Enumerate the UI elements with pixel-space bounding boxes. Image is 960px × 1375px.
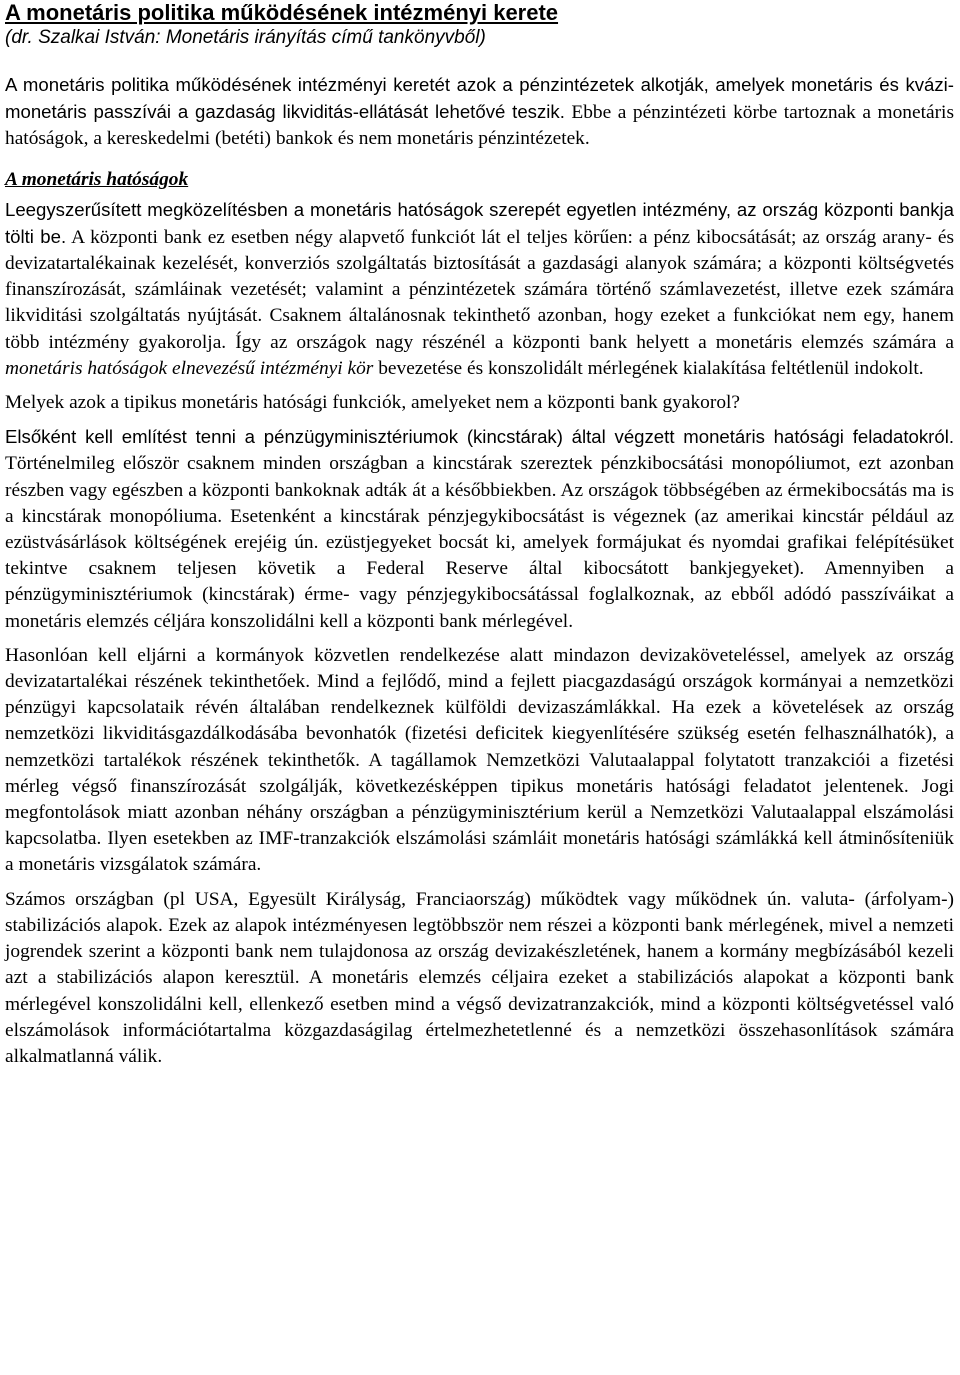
intro-text-sans: A monetáris politika működésének intézményi keretét azok a pénzintézetek alkotják, amelyek monetáris és kvázi-monetáris passzívái a gazdaság likviditás-ellátását lehetővé teszik.: [5, 74, 954, 123]
paragraph-government-reserves: Hasonlóan kell eljárni a kormányok közvetlen rendelkezése alatt mindazon devizaköveteléssel, amelyek az ország devizatartalékai részének tekinthetőek. Mind a fejlődő, mind a fejlett piacgazdaságú országok kormányai a nemzetközi pénzügyi kapcsolataik révén általában rendelkeznek külföldi devizaszámlákkal. Ha ezek a követelések az ország nemzetközi likviditásgazdálkodásába bevonhatók (fizetési deficitek kiegyenlítésére szükség esetén felhasználhatók), a nemzetközi tartalékok részének tekinthetők. A tagállamok Nemzetközi Valutaalappal folytatott tranzakciói a fizetési mérleg végső finanszírozását szolgálják, következésképpen tipikus monetáris hatósági feladatot jelentenek. Jogi megfontolások miatt azonban néhány országban a pénzügyminisztérium kerül a Nemzetközi Valutaalappal elszámolási kapcsolatba. Ilyen esetekben az IMF-tranzakciók elszámolási számláit monetáris hatósági számlákká kell átminősíteniük a monetáris vizsgálatok számára.: [5, 644, 954, 876]
paragraph-treasury-sans: Elsőként kell említést tenni a pénzügyminisztériumok (kincstárak) által végzett monetáris hatósági feladatokról.: [5, 426, 954, 448]
intro-text: Ebbe a pénzintézeti körbe tartoznak a monetáris hatóságok, a kereskedelmi (betéti) bankok és nem monetáris pénzintézetek.: [5, 102, 954, 150]
document-title: A monetáris politika működésének intézményi kerete: [5, 0, 559, 25]
paragraph-stabilization-funds: Számos országban (pl USA, Egyesült Királyság, Franciaország) működtek vagy működnek ún. valuta- (árfolyam-) stabilizációs alapok. Ezek az alapok intézményesen legtöbbször nem részei a központi bank mérlegének, mivel a nemzeti jogrendek szerint a központi bank nem tulajdonosa az ország devizakészletének, hanem a kormány megbízásából kezeli azt a stabilizációs alapon keresztül. A monetáris elemzés céljaira ezeket a stabilizációs alapokat a központi bank mérlegével konszolidálni kell, ellenkező esetben mind a végső devizatranzakciók, mind a központi költségvetéssel való elszámolások információtartalma közgazdaságilag értelmezhetetlenné és a nemzetközi összehasonlítások számára alkalmatlanná válik.: [5, 888, 954, 1067]
document-subtitle: (dr. Szalkai István: Monetáris irányítás című tankönyvből): [5, 27, 486, 48]
paragraph-treasury: [5, 424, 954, 635]
section-heading: A monetáris hatóságok: [5, 168, 189, 190]
paragraph-central-bank-end: bevezetése és konszolidált mérlegének kialakítása feltétlenül indokolt.: [373, 357, 924, 379]
paragraph-central-bank-sans: Leegyszerűsített megközelítésben a monetáris hatóságok szerepét egyetlen intézmény, az ország központi bankja tölti be.: [5, 198, 954, 247]
paragraph-central-bank: [5, 197, 954, 382]
intro-paragraph: [5, 72, 954, 153]
paragraph-question: Melyek azok a tipikus monetáris hatósági funkciók, amelyeket nem a központi bank gyakorol?: [5, 392, 741, 414]
paragraph-treasury-text: Történelmileg először csaknem minden országban a kincstárak szereztek pénzkibocsátási monopóliumot, ezt azonban részben vagy egészben a központi bankoknak adták át a későbbiekben. Az országok többségében az érmekibocsátás ma is a kincstárak monopóliuma. Esetenként a kincstárak pénzjegykibocsátást is végeznek (az amerikai kincstár például az ezüstvásárlások költségének erejéig ún. ezüstjegyeket bocsát ki, amelyek formájukat és nyomdai grafikai felépítésüket tekintve csaknem teljesen követik a Federal Reserve által kibocsátott bankjegyeket). Amennyiben a pénzügyminisztériumok (kincstárak) érme- vagy pénzjegykibocsátással foglalkoznak, az ebből adódó passzíváikat a monetáris elemzés céljára konszolidálni kell a központi bank mérlegével.: [5, 453, 954, 632]
paragraph-central-bank-italic: monetáris hatóságok elnevezésű intézményi kör: [5, 357, 374, 379]
paragraph-central-bank-text: A központi bank ez esetben négy alapvető funkciót lát el teljes körűen: a pénz kibocsátását; az ország arany- és devizatartalékainak kezelését, konverziós szolgáltatás biztosítását a gazdasági alanyok számára; a központi költségvetés finanszírozását, számláinak vezetését; valamint a pénzintézetek számára történő számlavezetést, illetve ezek számára likviditási szolgáltatás nyújtását. Csaknem általánosnak tekinthető azonban, hogy ezeket a funkciókat nem egy, hanem több intézmény gyakorolja. Így az országok nagy részénél a központi bank helyett a monetáris elemzés számára a: [5, 226, 954, 353]
